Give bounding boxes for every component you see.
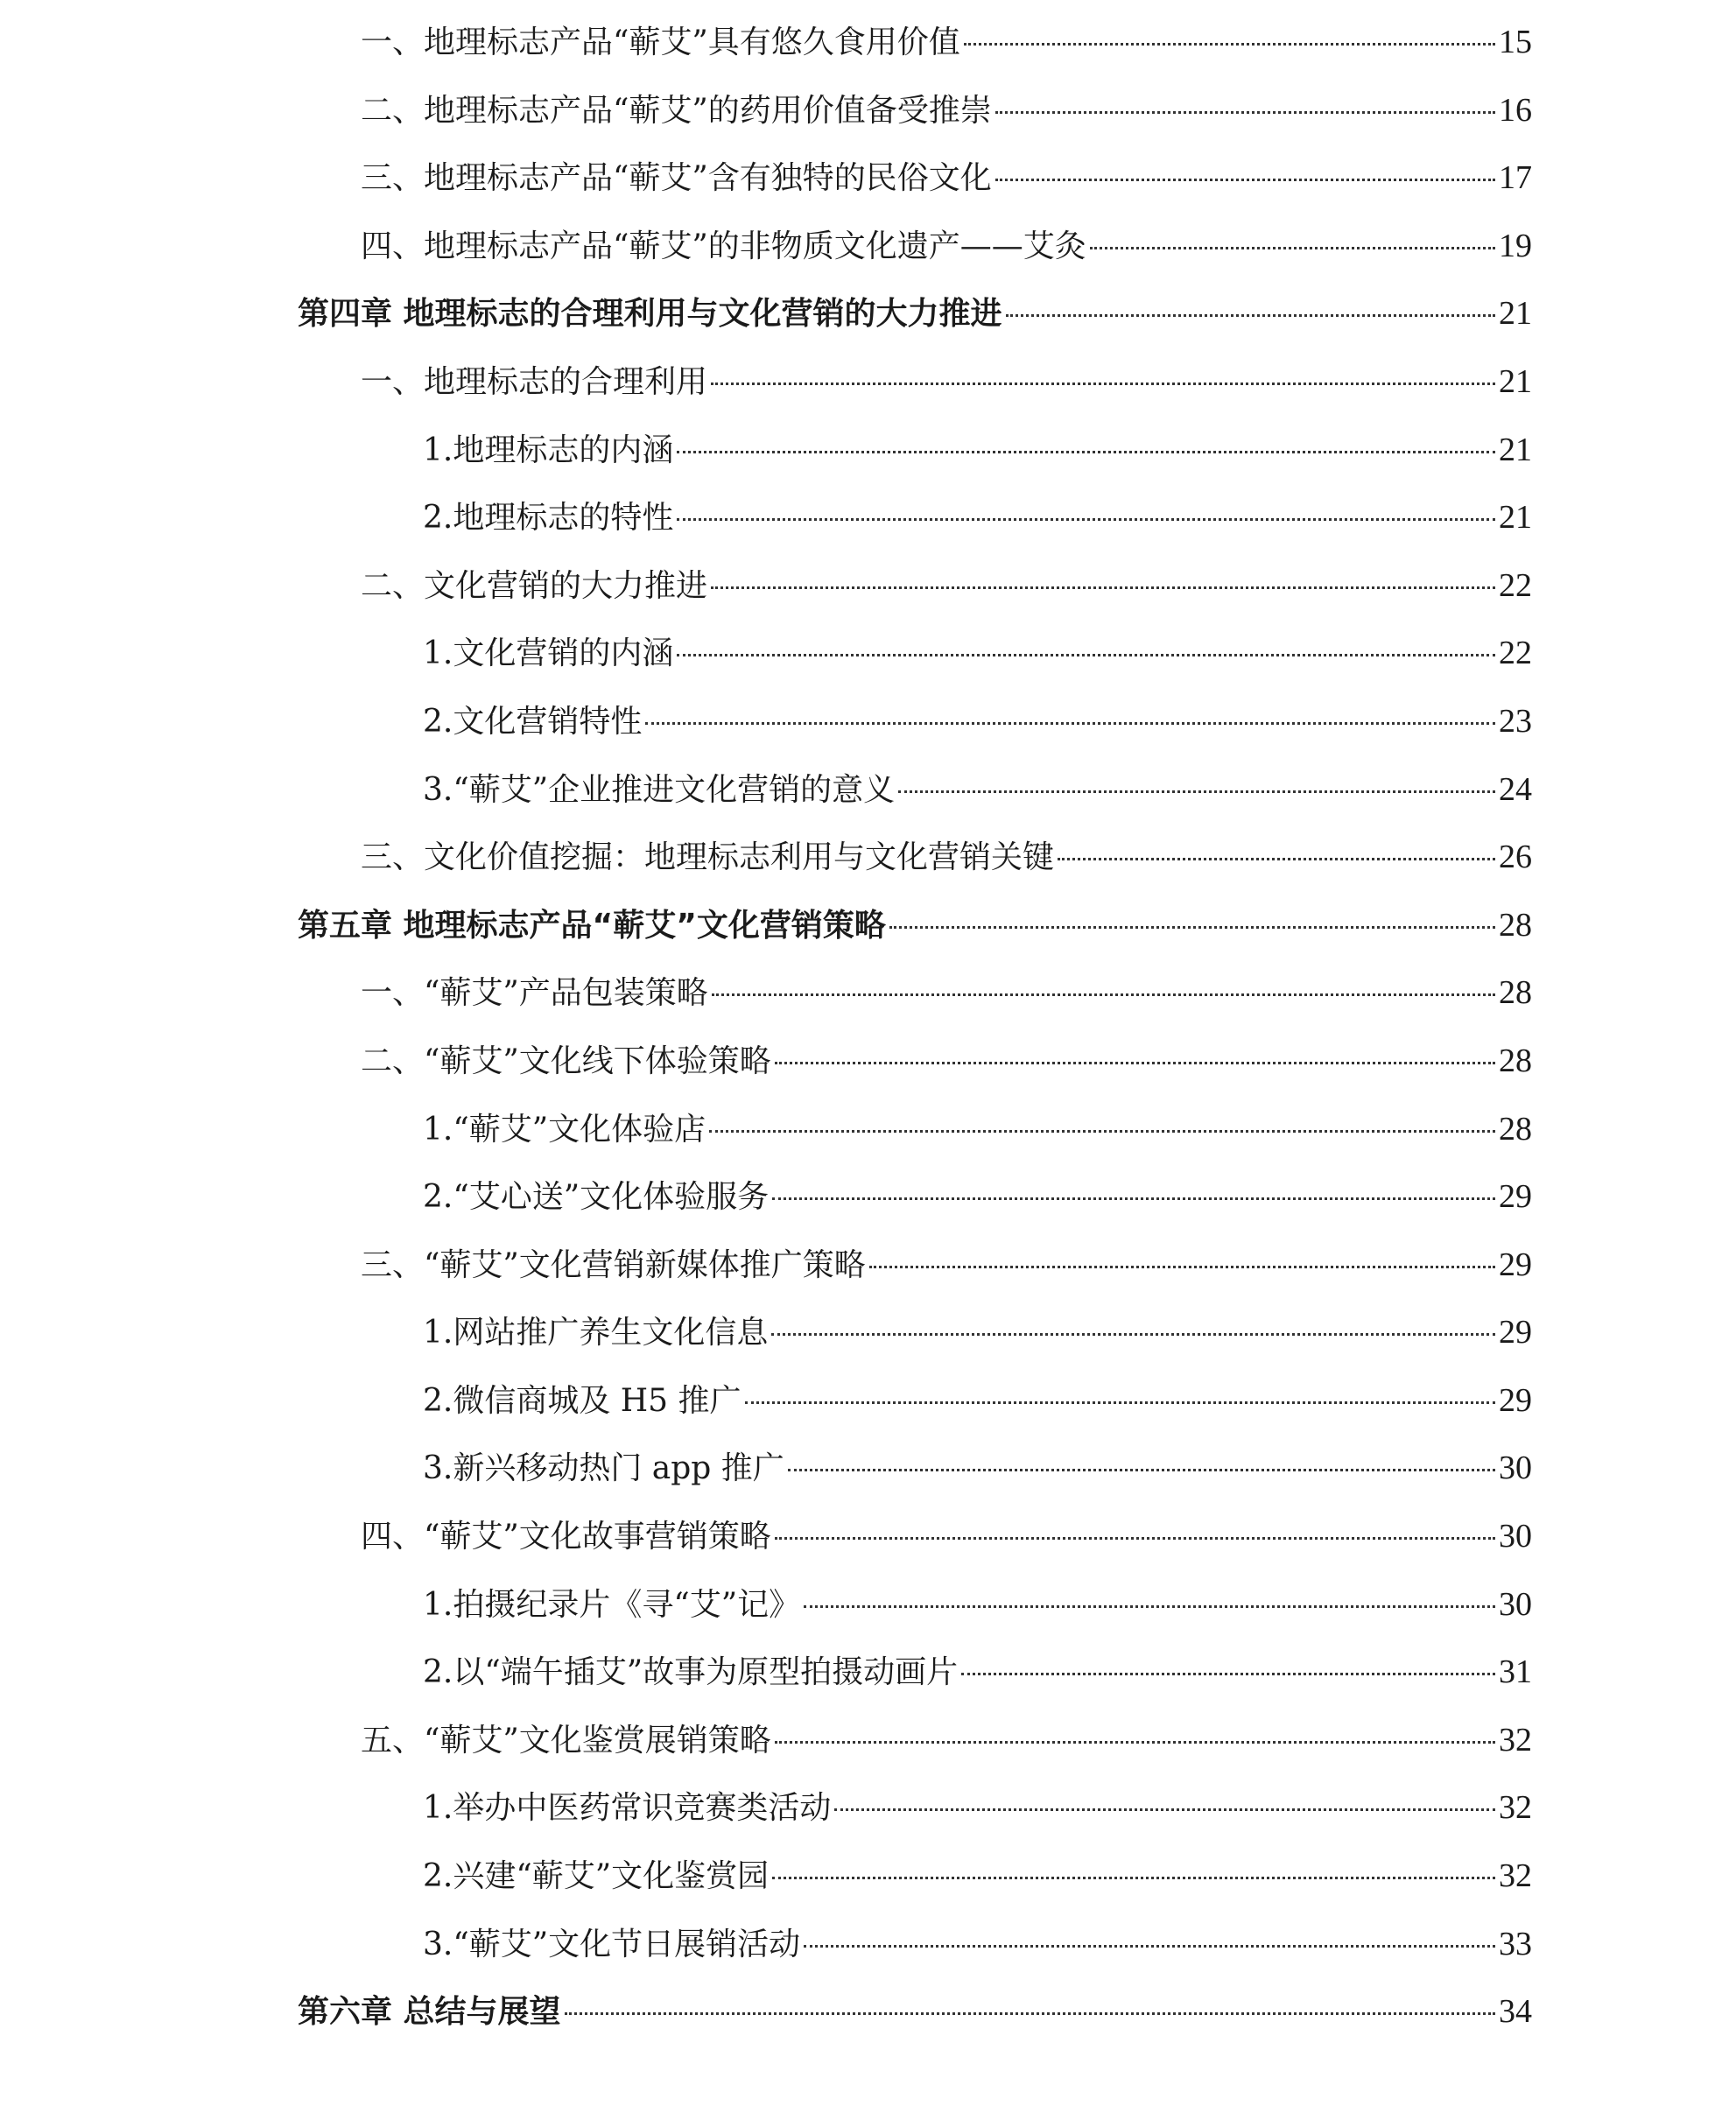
dot-leader xyxy=(645,722,1495,725)
toc-entry-title: 一、地理标志的合理利用 xyxy=(361,363,708,400)
toc-chapter-entry[interactable] xyxy=(298,1978,1532,2046)
toc-page-number: 29 xyxy=(1499,1381,1532,1419)
toc-section-entry[interactable] xyxy=(298,1503,1532,1571)
toc-page-number: 17 xyxy=(1499,159,1532,197)
toc-subsection-entry[interactable] xyxy=(298,1096,1532,1164)
toc-entry-title: 一、地理标志产品“蕲艾”具有悠久食用价值 xyxy=(361,25,960,60)
toc-entry-title: 2.“艾心送”文化体验服务 xyxy=(423,1179,770,1216)
toc-page-number: 33 xyxy=(1499,1925,1532,1962)
toc-page-number: 16 xyxy=(1499,91,1532,129)
dot-leader xyxy=(775,1741,1495,1744)
toc-entry-title: 3.新兴移动热门 app 推广 xyxy=(423,1450,784,1487)
toc-section-entry[interactable] xyxy=(298,959,1532,1028)
toc-entry-title: 3.“蕲艾”文化节日展销活动 xyxy=(423,1926,801,1962)
toc-entry-title: 二、文化营销的大力推进 xyxy=(361,567,708,604)
toc-page-number: 24 xyxy=(1499,770,1532,808)
toc-page-number: 28 xyxy=(1499,1110,1532,1148)
dot-leader xyxy=(677,451,1495,453)
toc-page-number: 29 xyxy=(1499,1178,1532,1216)
toc-subsection-entry[interactable] xyxy=(298,688,1532,756)
toc-page-number: 21 xyxy=(1499,295,1532,333)
dot-leader xyxy=(772,1197,1495,1200)
toc-page-number: 30 xyxy=(1499,1518,1532,1555)
toc-page-number: 19 xyxy=(1499,227,1532,264)
toc-page-number: 34 xyxy=(1499,1993,1532,2031)
toc-page-number: 22 xyxy=(1499,635,1532,672)
toc-page-number: 30 xyxy=(1499,1450,1532,1487)
toc-subsection-entry[interactable] xyxy=(298,1843,1532,1911)
toc-section-entry[interactable] xyxy=(298,77,1532,145)
toc-subsection-entry[interactable] xyxy=(298,756,1532,825)
toc-page-number: 31 xyxy=(1499,1653,1532,1691)
dot-leader xyxy=(1090,247,1495,249)
toc-entry-title: 2.兴建“蕲艾”文化鉴赏园 xyxy=(423,1858,770,1895)
toc-entry-title: 1.网站推广养生文化信息 xyxy=(423,1315,769,1351)
dot-leader xyxy=(677,518,1495,521)
toc-entry-title: 1.举办中医药常识竞赛类活动 xyxy=(423,1790,832,1827)
toc-page-number: 21 xyxy=(1499,362,1532,400)
toc-subsection-entry[interactable] xyxy=(298,1435,1532,1503)
dot-leader xyxy=(898,790,1495,793)
dot-leader xyxy=(1006,314,1495,317)
toc-page-number: 28 xyxy=(1499,906,1532,944)
table-of-contents xyxy=(298,9,1532,2046)
toc-entry-title: 2.微信商城及 H5 推广 xyxy=(423,1382,741,1419)
dot-leader xyxy=(712,993,1495,996)
toc-subsection-entry[interactable] xyxy=(298,1911,1532,1979)
dot-leader xyxy=(961,1673,1495,1675)
toc-subsection-entry[interactable] xyxy=(298,1774,1532,1843)
toc-section-entry[interactable] xyxy=(298,213,1532,281)
toc-entry-title: 3.“蕲艾”企业推进文化营销的意义 xyxy=(423,771,896,808)
dot-leader xyxy=(788,1469,1495,1471)
toc-page-number: 28 xyxy=(1499,974,1532,1012)
toc-entry-title: 2.以“端午插艾”故事为原型拍摄动画片 xyxy=(423,1654,959,1691)
dot-leader xyxy=(804,1945,1495,1948)
toc-page-number: 30 xyxy=(1499,1585,1532,1623)
toc-subsection-entry[interactable] xyxy=(298,484,1532,552)
toc-subsection-entry[interactable] xyxy=(298,1367,1532,1436)
toc-page-number: 21 xyxy=(1499,431,1532,468)
toc-entry-title: 一、“蕲艾”产品包装策略 xyxy=(361,975,708,1012)
toc-entry-title: 三、地理标志产品“蕲艾”含有独特的民俗文化 xyxy=(361,160,992,197)
toc-entry-title: 2.文化营销特性 xyxy=(423,703,643,740)
dot-leader xyxy=(565,2012,1495,2015)
toc-entry-title: 第五章 地理标志产品“蕲艾”文化营销策略 xyxy=(298,907,886,944)
dot-leader xyxy=(964,43,1495,46)
toc-entry-title: 第四章 地理标志的合理利用与文化营销的大力推进 xyxy=(298,296,1002,333)
toc-page-number: 32 xyxy=(1499,1857,1532,1895)
dot-leader xyxy=(775,1537,1495,1540)
toc-page-number: 26 xyxy=(1499,839,1532,876)
dot-leader xyxy=(745,1401,1495,1404)
dot-leader xyxy=(709,1130,1495,1133)
toc-page-number: 22 xyxy=(1499,566,1532,604)
toc-chapter-entry[interactable] xyxy=(298,280,1532,348)
toc-page-number: 32 xyxy=(1499,1789,1532,1827)
toc-entry-title: 1.“蕲艾”文化体验店 xyxy=(423,1111,706,1148)
toc-section-entry[interactable] xyxy=(298,348,1532,417)
toc-entry-title: 1.文化营销的内涵 xyxy=(423,635,674,672)
toc-section-entry[interactable] xyxy=(298,1232,1532,1300)
toc-page-number: 32 xyxy=(1499,1721,1532,1758)
toc-entry-title: 三、文化价值挖掘：地理标志利用与文化营销关键 xyxy=(361,839,1055,876)
dot-leader xyxy=(772,1877,1495,1879)
toc-section-entry[interactable] xyxy=(298,552,1532,621)
toc-entry-title: 四、地理标志产品“蕲艾”的非物质文化遗产——艾灸 xyxy=(361,228,1086,264)
toc-page-number: 23 xyxy=(1499,702,1532,740)
dot-leader xyxy=(869,1266,1495,1268)
toc-page-number: 21 xyxy=(1499,499,1532,537)
toc-entry-title: 1.地理标志的内涵 xyxy=(423,432,674,468)
toc-section-entry[interactable] xyxy=(298,1028,1532,1096)
dot-leader xyxy=(834,1808,1495,1811)
toc-entry-title: 2.地理标志的特性 xyxy=(423,500,674,537)
toc-subsection-entry[interactable] xyxy=(298,620,1532,688)
toc-subsection-entry[interactable] xyxy=(298,1639,1532,1707)
toc-entry-title: 1.拍摄纪录片《寻“艾”记》 xyxy=(423,1586,801,1623)
dot-leader xyxy=(995,111,1495,114)
toc-entry-title: 五、“蕲艾”文化鉴赏展销策略 xyxy=(361,1722,771,1758)
toc-page-number: 29 xyxy=(1499,1314,1532,1351)
dot-leader xyxy=(711,586,1495,589)
dot-leader xyxy=(804,1605,1495,1608)
toc-entry-title: 二、地理标志产品“蕲艾”的药用价值备受推崇 xyxy=(361,92,992,129)
toc-section-entry[interactable] xyxy=(298,144,1532,213)
toc-section-entry[interactable] xyxy=(298,9,1532,77)
toc-entry-title: 四、“蕲艾”文化故事营销策略 xyxy=(361,1519,771,1555)
toc-entry-title: 二、“蕲艾”文化线下体验策略 xyxy=(361,1042,771,1079)
toc-entry-title: 三、“蕲艾”文化营销新媒体推广策略 xyxy=(361,1246,866,1283)
toc-section-entry[interactable] xyxy=(298,1707,1532,1775)
dot-leader xyxy=(711,383,1495,385)
toc-subsection-entry[interactable] xyxy=(298,1163,1532,1232)
toc-entry-title: 第六章 总结与展望 xyxy=(298,1994,561,2031)
toc-subsection-entry[interactable] xyxy=(298,417,1532,485)
toc-page-number: 29 xyxy=(1499,1246,1532,1283)
dot-leader xyxy=(775,1062,1495,1064)
dot-leader xyxy=(889,926,1495,929)
toc-page-number: 15 xyxy=(1499,24,1532,60)
toc-subsection-entry[interactable] xyxy=(298,1571,1532,1639)
toc-chapter-entry[interactable] xyxy=(298,892,1532,960)
dot-leader xyxy=(677,654,1495,656)
toc-page-number: 28 xyxy=(1499,1042,1532,1079)
toc-section-entry[interactable] xyxy=(298,824,1532,892)
toc-subsection-entry[interactable] xyxy=(298,1299,1532,1367)
dot-leader xyxy=(771,1333,1495,1336)
dot-leader xyxy=(1058,858,1495,860)
dot-leader xyxy=(995,179,1495,181)
